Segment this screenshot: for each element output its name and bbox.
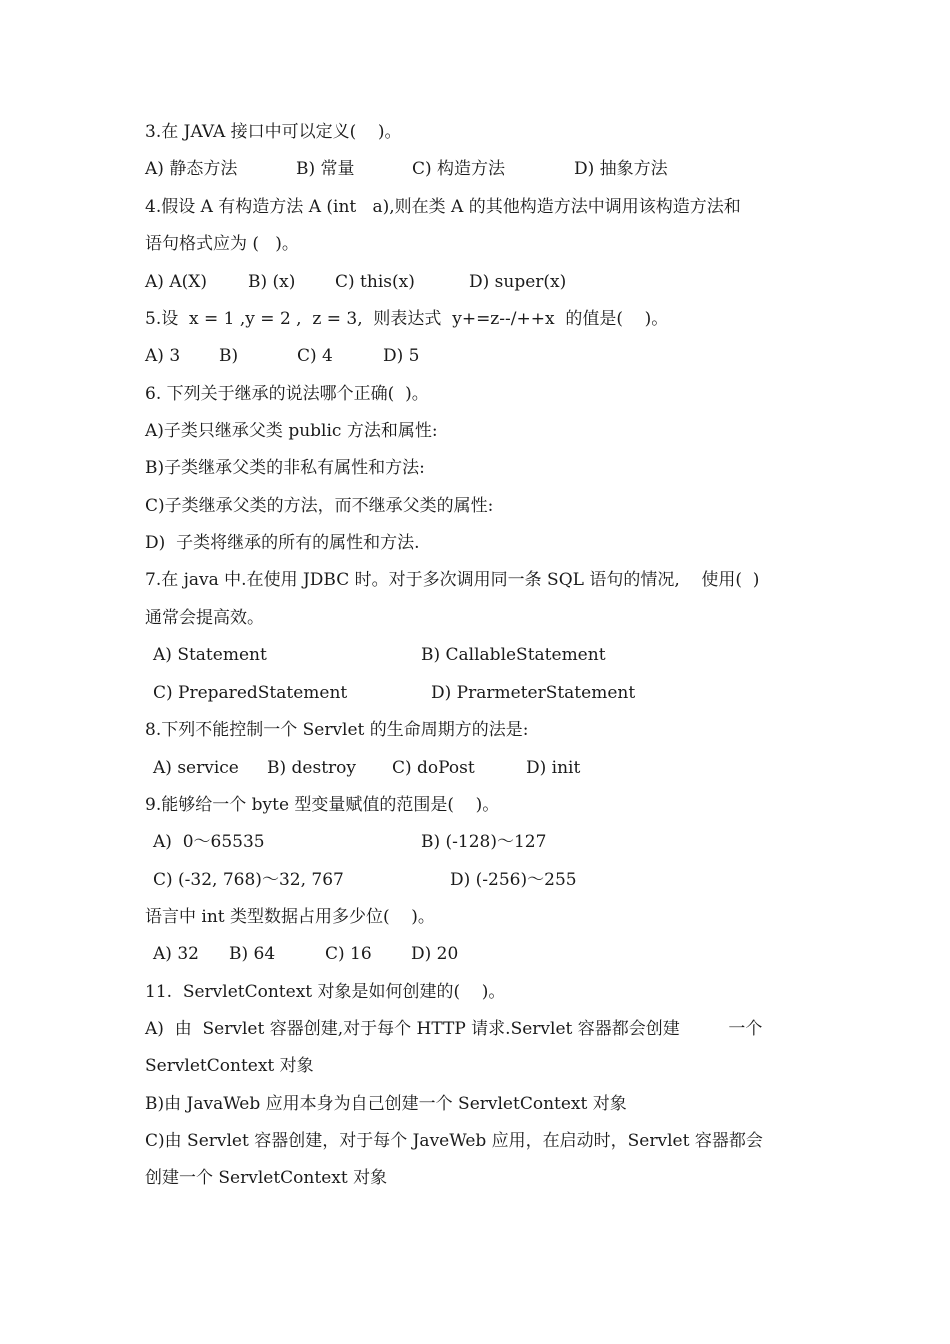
question-8-option-a: A) service: [153, 758, 239, 778]
question-10-stem: 语言中 int 类型数据占用多少位( )。: [145, 907, 435, 927]
question-7-option-d: D) PrarmeterStatement: [431, 683, 636, 703]
question-11-option-b: B)由 JavaWeb 应用本身为自己创建一个 ServletContext 对象: [145, 1094, 627, 1114]
question-3-option-c: C) 构造方法: [412, 159, 506, 179]
question-4-option-c: C) this(x): [335, 272, 415, 292]
question-11-option-a-line2: ServletContext 对象: [145, 1056, 314, 1076]
question-11-option-c-line1: C)由 Servlet 容器创建，对于每个 JaveWeb 应用，在启动时，Servlet 容器都会: [145, 1131, 763, 1151]
question-8-option-d: D) init: [526, 758, 581, 778]
question-10-option-a: A) 32: [153, 944, 199, 964]
question-8-option-b: B) destroy: [267, 758, 356, 778]
question-7-option-a: A) Statement: [153, 645, 267, 665]
question-8-option-c: C) doPost: [392, 758, 475, 778]
question-4-option-b: B) (x): [248, 272, 296, 292]
question-3-option-a: A) 静态方法: [145, 159, 238, 179]
question-8-stem: 8.下列不能控制一个 Servlet 的生命周期方的法是:: [145, 720, 529, 740]
question-9-option-d: D) (-256)～255: [450, 870, 577, 890]
question-7-option-b: B) CallableStatement: [421, 645, 606, 665]
question-7-option-c: C) PreparedStatement: [153, 683, 348, 703]
question-3-option-d: D) 抽象方法: [574, 159, 668, 179]
question-9-option-c: C) (-32, 768)～32, 767: [153, 870, 344, 890]
question-6-stem: 6. 下列关于继承的说法哪个正确( )。: [145, 384, 429, 404]
question-5-option-d: D) 5: [383, 346, 420, 366]
question-4-option-a: A) A(X): [145, 272, 207, 292]
question-7-stem-line2: 通常会提高效。: [145, 608, 264, 628]
question-4-option-d: D) super(x): [469, 272, 567, 292]
question-4-stem-line1: 4.假设 A 有构造方法 A (int a),则在类 A 的其他构造方法中调用该构造方法和: [145, 197, 741, 217]
question-10-option-b: B) 64: [229, 944, 276, 964]
question-11-stem: 11. ServletContext 对象是如何创建的( )。: [145, 982, 506, 1002]
question-3-stem: 3.在 JAVA 接口中可以定义( )。: [145, 122, 402, 142]
question-5-option-c: C) 4: [297, 346, 333, 366]
question-11-option-c-line2: 创建一个 ServletContext 对象: [145, 1168, 388, 1188]
question-11-option-a-line1: A) 由 Servlet 容器创建,对于每个 HTTP 请求.Servlet 容器都会创建 一个: [145, 1019, 763, 1039]
question-10-option-d: D) 20: [411, 944, 459, 964]
question-5-option-a: A) 3: [145, 346, 181, 366]
question-7-stem-line1: 7.在 java 中.在使用 JDBC 时。对于多次调用同一条 SQL 语句的情况, 使用( ): [145, 570, 760, 590]
question-6-option-a: A)子类只继承父类 public 方法和属性:: [145, 421, 438, 441]
question-4-stem-line2: 语句格式应为 ( )。: [145, 234, 299, 254]
question-6-option-b: B)子类继承父类的非私有属性和方法:: [145, 458, 425, 478]
question-6-option-c: C)子类继承父类的方法，而不继承父类的属性:: [145, 496, 494, 516]
question-3-option-b: B) 常量: [296, 159, 355, 179]
question-9-stem: 9.能够给一个 byte 型变量赋值的范围是( )。: [145, 795, 500, 815]
question-9-option-b: B) (-128)～127: [421, 832, 547, 852]
question-9-option-a: A) 0～65535: [153, 832, 265, 852]
question-5-option-b: B): [219, 346, 239, 366]
question-5-stem: 5.设 x = 1 ,y = 2 , z = 3, 则表达式 y+=z--/++x 的值是( )。: [145, 309, 669, 329]
question-6-option-d: D) 子类将继承的所有的属性和方法.: [145, 533, 420, 553]
question-10-option-c: C) 16: [325, 944, 372, 964]
